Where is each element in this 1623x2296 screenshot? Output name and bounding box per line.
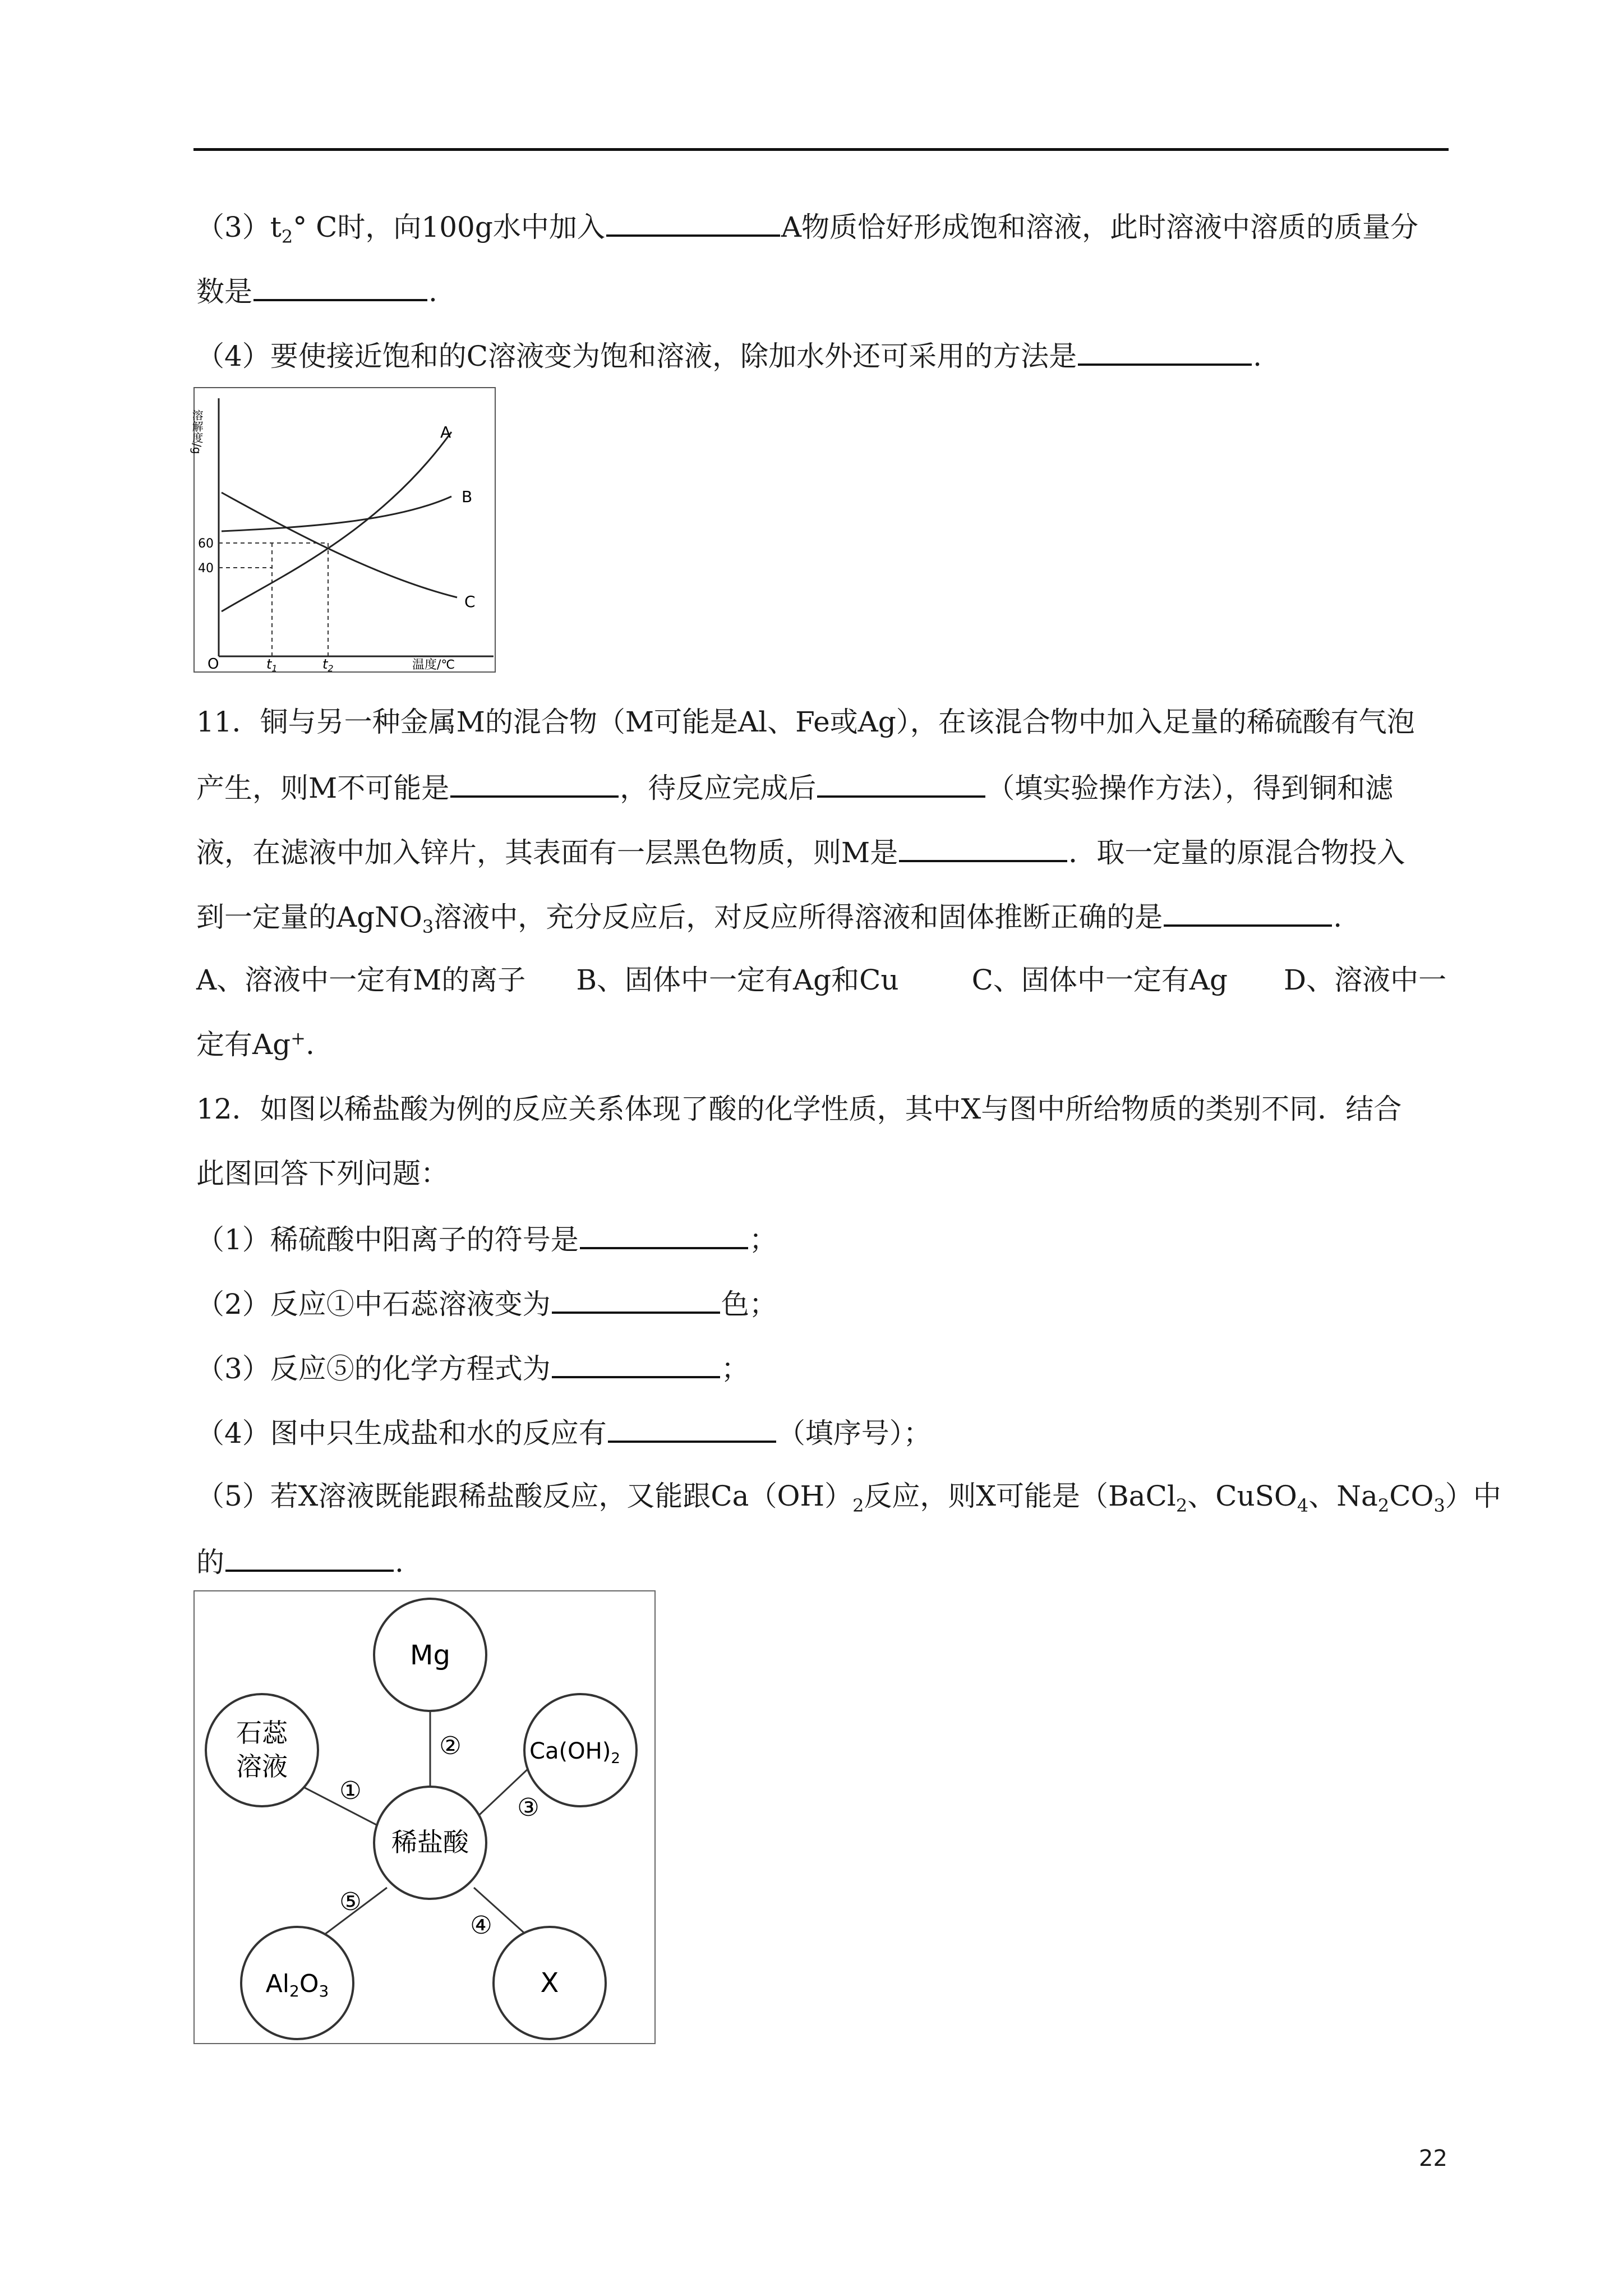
curve-c xyxy=(222,493,457,597)
reaction-1: ① xyxy=(339,1777,362,1805)
q12-sub5-cont: 的 . xyxy=(196,1543,404,1580)
curve-b xyxy=(222,496,451,531)
curve-b-label: B xyxy=(462,487,473,506)
option-b[interactable]: B、固体中一定有Ag和Cu xyxy=(576,964,899,996)
answer-blank[interactable] xyxy=(608,1414,776,1443)
x-axis-label: 温度/℃ xyxy=(412,658,455,672)
option-d[interactable]: D、溶液中一 xyxy=(1284,964,1447,996)
answer-blank[interactable] xyxy=(253,272,427,301)
label-mg: Mg xyxy=(410,1640,450,1671)
curve-c-label: C xyxy=(464,592,476,611)
option-c[interactable]: C、固体中一定有Ag xyxy=(971,964,1228,996)
reaction-2: ② xyxy=(439,1732,462,1760)
answer-blank[interactable] xyxy=(552,1285,720,1314)
reaction-diagram xyxy=(193,1590,656,2045)
q11-options xyxy=(196,962,1446,998)
page-number: 22 xyxy=(1419,2146,1447,2171)
reaction-4: ④ xyxy=(470,1911,492,1940)
q11-line6: 定有Ag+. xyxy=(196,1027,315,1061)
label-x: X xyxy=(540,1967,559,1999)
answer-blank[interactable] xyxy=(899,833,1067,862)
answer-blank[interactable] xyxy=(606,208,780,237)
x-tick-t1: $t_1$ xyxy=(266,656,278,674)
reaction-3: ③ xyxy=(517,1793,540,1822)
answer-blank[interactable] xyxy=(1164,898,1332,927)
answer-blank[interactable] xyxy=(817,769,985,798)
q12-sub5: （5）若X溶液既能跟稀盐酸反应，又能跟$Ca(OH)_2$反应，则X可能是（BaCl$_2$、CuSO$_4$、$Na_2CO_3$）中 xyxy=(196,1480,1501,1516)
q11-line2: 产生，则M不可能是 ，待反应完成后 （填实验操作方法），得到铜和滤 xyxy=(196,769,1393,806)
label-caoh2: $Ca(OH)_2$ xyxy=(529,1738,620,1767)
q10-part3-line2: 数是 . xyxy=(196,272,437,310)
label-hcl: 稀盐酸 xyxy=(391,1827,469,1857)
q10-part4: （4）要使接近饱和的C溶液变为饱和溶液，除加水外还可采用的方法是 . xyxy=(196,337,1262,374)
q12-line1: 12．如图以稀盐酸为例的反应关系体现了酸的化学性质，其中X与图中所给物质的类别不同．结合 xyxy=(196,1093,1402,1125)
option-a[interactable]: A、溶液中一定有M的离子 xyxy=(196,964,526,996)
q11-line3: 液，在滤液中加入锌片，其表面有一层黑色物质，则M是 ．取一定量的原混合物投入 xyxy=(196,833,1405,871)
origin-label: O xyxy=(208,656,219,673)
q12-sub2: （2）反应①中石蕊溶液变为 色； xyxy=(196,1285,777,1322)
curve-a xyxy=(222,432,451,611)
label-litmus-2: 溶液 xyxy=(236,1751,288,1782)
answer-blank[interactable] xyxy=(450,769,619,798)
answer-blank[interactable] xyxy=(1078,337,1252,366)
q12-line2: 此图回答下列问题： xyxy=(196,1157,449,1190)
y-tick-60: 60 xyxy=(198,537,214,551)
q12-sub4: （4）图中只生成盐和水的反应有 （填序号）； xyxy=(196,1414,932,1451)
x-tick-t2: $t_2$ xyxy=(322,656,334,674)
q11-line4: 到一定量的AgNO$_3$溶液中，充分反应后，对反应所得溶液和固体推断正确的是 . xyxy=(196,898,1342,935)
reaction-5: ⑤ xyxy=(339,1888,362,1916)
node-litmus xyxy=(206,1694,318,1806)
label-litmus-1: 石蕊 xyxy=(236,1718,288,1748)
y-tick-40: 40 xyxy=(198,562,214,576)
q12-sub1: （1）稀硫酸中阳离子的符号是 ； xyxy=(196,1220,777,1258)
answer-blank[interactable] xyxy=(225,1543,394,1572)
header-rule xyxy=(193,148,1449,151)
q10-part3-line1: $(3)t_2^\circ$ C时，向100g水中加入 A物质恰好形成饱和溶液，此时溶液中溶质的质量分 xyxy=(196,208,1418,245)
solubility-graph xyxy=(190,387,496,674)
q11-line1: 11．铜与另一种金属M的混合物（M可能是Al、Fe或Ag），在该混合物中加入足量的稀硫酸有气泡 xyxy=(196,706,1415,738)
q12-sub3: （3）反应⑤的化学方程式为 ； xyxy=(196,1349,749,1387)
curve-a-label: A xyxy=(440,423,451,441)
label-al2o3: Al2O3 xyxy=(265,1970,329,2000)
answer-blank[interactable] xyxy=(580,1220,748,1249)
y-axis-label: 溶解度/g xyxy=(190,409,204,454)
answer-blank[interactable] xyxy=(552,1349,720,1378)
